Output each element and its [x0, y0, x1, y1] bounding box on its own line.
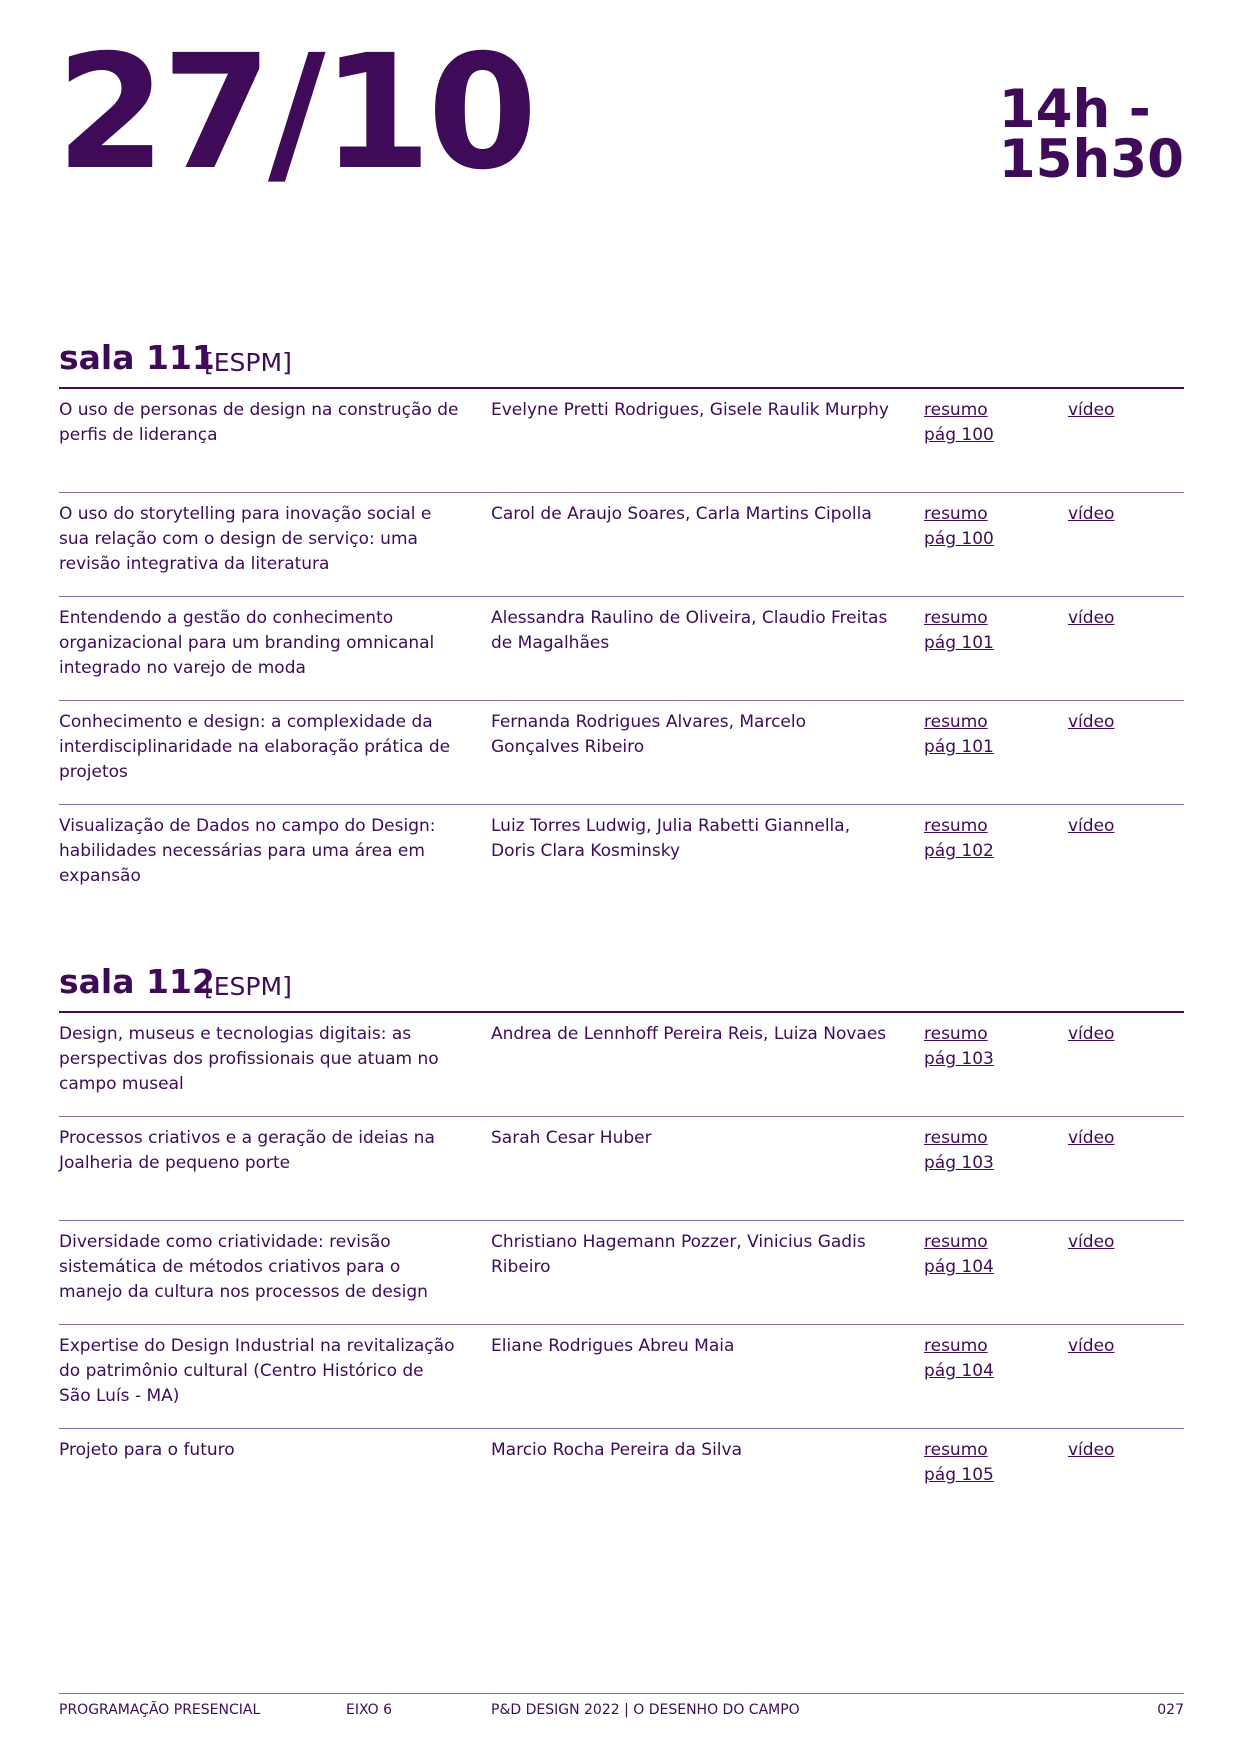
session-sala-111 [59, 337, 1184, 908]
paper-title: Design, museus e tecnologias digitais: as perspectivas dos profissionais que atuam no campo museal [59, 1024, 439, 1094]
page-link[interactable]: pág 102 [924, 841, 994, 861]
section-header [59, 337, 1184, 389]
paper-row [59, 493, 1184, 597]
paper-authors: Christiano Hagemann Pozzer, Vinicius Gadis Ribeiro [491, 1232, 866, 1277]
paper-title: Processos criativos e a geração de ideias na Joalheria de pequeno porte [59, 1128, 435, 1173]
date-heading: 27/10 [56, 21, 534, 205]
summary-link[interactable]: resumo [924, 1128, 988, 1148]
summary-link[interactable]: resumo [924, 400, 988, 420]
paper-authors: Marcio Rocha Pereira da Silva [491, 1440, 743, 1460]
session-sala-112 [59, 961, 1184, 1532]
page-link[interactable]: pág 101 [924, 633, 994, 653]
paper-authors: Luiz Torres Ludwig, Julia Rabetti Giannella, Doris Clara Kosminsky [491, 816, 851, 861]
footer-page-number: 027 [1157, 1702, 1184, 1718]
footer-program: PROGRAMAÇÃO PRESENCIAL [59, 1702, 261, 1718]
video-link[interactable]: vídeo [1068, 504, 1115, 524]
time-range [998, 79, 1184, 190]
page-footer [59, 1693, 1184, 1724]
paper-row [59, 389, 1184, 493]
page-link[interactable]: pág 100 [924, 425, 994, 445]
room-institution: [ESPM] [204, 972, 292, 1001]
video-link[interactable]: vídeo [1068, 1128, 1115, 1148]
paper-row [59, 1325, 1184, 1429]
summary-link[interactable]: resumo [924, 504, 988, 524]
footer-axis: EIXO 6 [346, 1702, 393, 1718]
video-link[interactable]: vídeo [1068, 816, 1115, 836]
page-link[interactable]: pág 100 [924, 529, 994, 549]
video-link[interactable]: vídeo [1068, 608, 1115, 628]
paper-authors: Evelyne Pretti Rodrigues, Gisele Raulik Murphy [491, 400, 889, 420]
paper-authors: Alessandra Raulino de Oliveira, Claudio Freitas de Magalhães [491, 608, 888, 653]
page-link[interactable]: pág 103 [924, 1153, 994, 1173]
video-link[interactable]: vídeo [1068, 1232, 1115, 1252]
summary-link[interactable]: resumo [924, 1336, 988, 1356]
time-end: 15h30 [998, 129, 1184, 190]
summary-link[interactable]: resumo [924, 1232, 988, 1252]
paper-title: Visualização de Dados no campo do Design: habilidades necessárias para uma área em expansão [59, 816, 436, 886]
video-link[interactable]: vídeo [1068, 712, 1115, 732]
page-link[interactable]: pág 103 [924, 1049, 994, 1069]
time-start: 14h - [998, 79, 1151, 140]
summary-link[interactable]: resumo [924, 608, 988, 628]
paper-authors: Fernanda Rodrigues Alvares, Marcelo Gonçalves Ribeiro [491, 712, 807, 757]
summary-link[interactable]: resumo [924, 1440, 988, 1460]
paper-title: O uso do storytelling para inovação social e sua relação com o design de serviço: uma revisão integrativa da literatura [59, 504, 432, 574]
paper-row [59, 1117, 1184, 1221]
paper-authors: Andrea de Lennhoff Pereira Reis, Luiza Novaes [491, 1024, 887, 1044]
room-name: sala 111 [59, 338, 215, 377]
page-link[interactable]: pág 101 [924, 737, 994, 757]
page-link[interactable]: pág 104 [924, 1361, 994, 1381]
page-link[interactable]: pág 104 [924, 1257, 994, 1277]
paper-row [59, 1429, 1184, 1532]
paper-title: Expertise do Design Industrial na revitalização do patrimônio cultural (Centro Histórico de São Luís - MA) [59, 1336, 455, 1406]
section-header [59, 961, 1184, 1013]
paper-row [59, 1013, 1184, 1117]
paper-title: Diversidade como criatividade: revisão sistemática de métodos criativos para o manejo da cultura nos processos de design [59, 1232, 428, 1302]
paper-title: Entendendo a gestão do conhecimento organizacional para um branding omnicanal integrado no varejo de moda [59, 608, 435, 678]
paper-row [59, 597, 1184, 701]
paper-title: O uso de personas de design na construção de perfis de liderança [59, 400, 459, 445]
room-name: sala 112 [59, 962, 215, 1001]
summary-link[interactable]: resumo [924, 1024, 988, 1044]
paper-authors: Sarah Cesar Huber [491, 1128, 652, 1148]
paper-authors: Eliane Rodrigues Abreu Maia [491, 1336, 735, 1356]
video-link[interactable]: vídeo [1068, 400, 1115, 420]
paper-authors: Carol de Araujo Soares, Carla Martins Cipolla [491, 504, 872, 524]
footer-event: P&D DESIGN 2022 | O DESENHO DO CAMPO [491, 1702, 800, 1718]
summary-link[interactable]: resumo [924, 712, 988, 732]
paper-title: Projeto para o futuro [59, 1440, 235, 1460]
video-link[interactable]: vídeo [1068, 1024, 1115, 1044]
summary-link[interactable]: resumo [924, 816, 988, 836]
paper-row [59, 701, 1184, 805]
paper-row [59, 1221, 1184, 1325]
video-link[interactable]: vídeo [1068, 1440, 1115, 1460]
room-institution: [ESPM] [204, 348, 292, 377]
paper-title: Conhecimento e design: a complexidade da interdisciplinaridade na elaboração prática de projetos [59, 712, 451, 782]
page-link[interactable]: pág 105 [924, 1465, 994, 1485]
paper-row [59, 805, 1184, 908]
video-link[interactable]: vídeo [1068, 1336, 1115, 1356]
